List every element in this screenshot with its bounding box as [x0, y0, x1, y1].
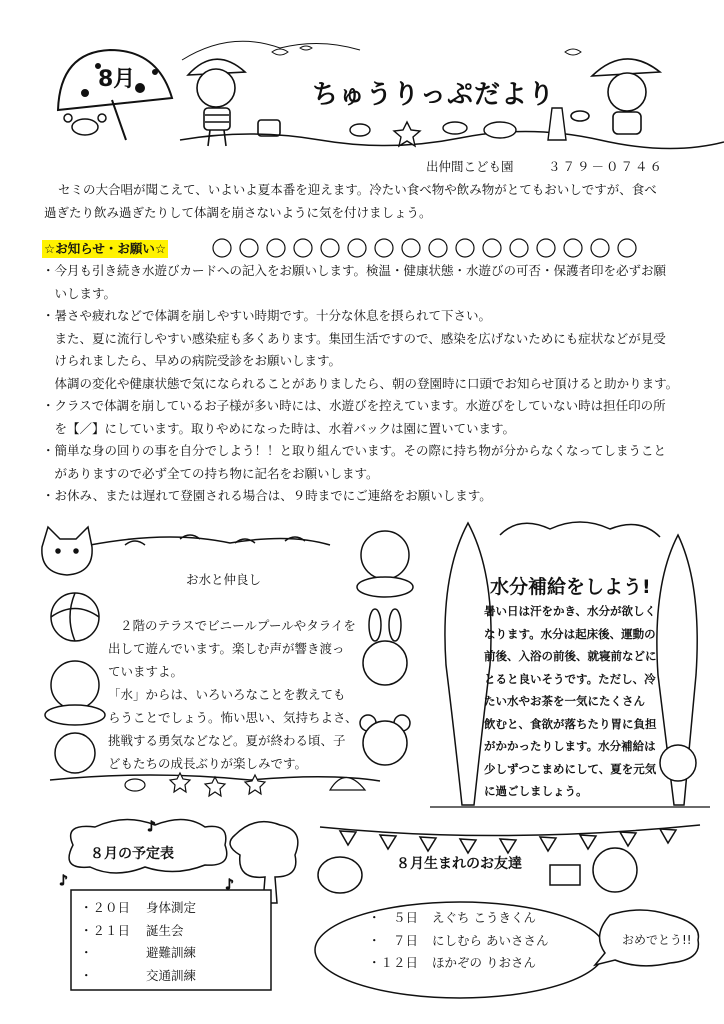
notice-heading: ☆お知らせ・お願い☆	[44, 241, 167, 256]
water-play-line: どもたちの成長ぶりが楽しみです。	[108, 756, 308, 771]
water-play-line: 出して遊んでいます。楽しむ声が響き渡っ	[108, 641, 345, 656]
decoration-icon	[510, 239, 528, 257]
crab-icon	[125, 779, 145, 791]
birthday-date: ・ ５日	[368, 910, 419, 925]
schedule-event: 誕生会	[146, 922, 184, 938]
schedule-item	[80, 942, 230, 965]
pig-icon	[357, 531, 413, 597]
bird-icon	[318, 857, 362, 893]
hydration-line: なります。水分は起床後、運動の	[484, 626, 656, 641]
music-note-icon: ♪	[59, 873, 68, 889]
notice-line: ・簡単な身の回りの事を自分でしよう！！と取り組んでいます。その際に持ち物が分からなくなってしまうこと	[42, 443, 667, 458]
music-note-icon: ♪	[225, 877, 234, 893]
birthday-bubble-text: おめでとう!!	[622, 933, 692, 947]
water-play-body	[108, 614, 358, 775]
birthday-date: ・ ７日	[368, 932, 419, 948]
birthday-name: にしむら あいささん	[432, 932, 549, 948]
hydration-line: 暑い日は汗をかき、水分が欲しく	[484, 604, 657, 618]
birthday-title: ８月生まれのお友達	[396, 856, 522, 872]
schedule-list	[80, 897, 230, 987]
hydration-line: たい水やお茶を一気にたくさん	[484, 694, 645, 708]
water-play-line: らうことでしょう。怖い思い、気持ちよさ、	[108, 710, 358, 725]
rock-icon	[330, 778, 365, 791]
fish-icon	[443, 122, 467, 134]
starfish-icon	[245, 775, 265, 794]
shell-icon	[350, 124, 370, 136]
decoration-icon	[375, 239, 393, 257]
beach-ball-icon	[51, 593, 99, 641]
schedule-event: 避難訓練	[146, 945, 197, 960]
notice-line: ・今月も引き続き水遊びカードへの記入をお願いします。検温・健康状態・水遊びの可否・保護者印を必ずお願	[42, 263, 667, 278]
decoration-icon	[537, 239, 555, 257]
decoration-icon	[240, 239, 258, 257]
turtle-icon	[484, 122, 516, 138]
hydration-line: がかかったりします。水分補給は	[484, 739, 656, 753]
birthday-list	[368, 907, 588, 975]
child-icon	[660, 745, 696, 781]
girl-icon	[571, 59, 660, 134]
birthday-item	[368, 952, 588, 975]
decoration-icon	[564, 239, 582, 257]
notice-line: また、夏に流行しやすい感染症も多くあります。集団生活ですので、感染を広げないためにも症状などが見受	[42, 330, 666, 346]
child-icon	[55, 733, 95, 773]
hydration-line: 少しずつこまめにして、夏を元気	[484, 761, 657, 776]
sandcastle-icon	[548, 108, 566, 140]
notice-list	[42, 260, 678, 508]
notice-line: を【／】にしています。取りやめになった時は、水着バックは園に置いています。	[42, 420, 516, 436]
month-badge: 8月	[98, 67, 136, 92]
intro-line: セミの大合唱が聞こえて、いよいよ夏本番を迎えます。冷たい食べ物や飲み物がとてもおいしですが、食べ	[58, 182, 657, 197]
schedule-item	[80, 920, 230, 943]
bunting	[320, 825, 700, 836]
birthday-name: ほかぞの りおさん	[432, 955, 536, 970]
bear-icon	[360, 715, 410, 765]
notice-line: ・お休み、または遅れて登園される場合は、９時までにご連絡をお願いします。	[42, 488, 492, 503]
schedule-item	[80, 965, 230, 988]
decoration-icon	[348, 239, 366, 257]
water-play-line: 「水」からは、いろいろなことを教えても	[108, 687, 346, 702]
notice-line: けられましたら、早めの病院受診をお願いします。	[42, 353, 342, 368]
decoration-strip	[212, 236, 652, 260]
decoration-icon	[213, 239, 231, 257]
notice-line: ・暑さや疲れなどで体調を崩しやすい時期です。十分な休息を摂られて下さい。	[42, 308, 492, 323]
school-name: 出仲間こども園	[426, 159, 514, 174]
water-play-line: 挑戦する勇気などなど。夏が終わる頃、子	[108, 733, 346, 748]
schedule-date: ・２１日	[80, 922, 131, 938]
octopus-icon	[593, 848, 637, 892]
schedule-title: ８月の予定表	[90, 846, 174, 862]
hydration-line: とると良いそうです。ただし、冷	[484, 671, 656, 686]
schedule-date: ・	[80, 967, 93, 983]
decoration-icon	[321, 239, 339, 257]
birthday-item	[368, 930, 588, 953]
notice-line: 体調の変化や健康状態で気になられることがありましたら、朝の登園時に口頭でお知らせ頂けると助かります。	[42, 375, 679, 391]
newsletter-title: ちゅうりっぷだより	[312, 80, 556, 110]
hydration-line: 飲むと、食欲が落ちたり胃に負担	[484, 716, 657, 731]
water-play-line: ていますよ。	[108, 664, 184, 679]
intro-line: 過ぎたり飲み過ぎたりして体調を崩さないように気を付けましょう。	[44, 204, 432, 220]
schedule-date: ・２０日	[80, 900, 131, 915]
starfish-icon	[205, 777, 225, 796]
birthday-item	[368, 907, 588, 930]
decoration-icon	[429, 239, 447, 257]
hydration-body	[484, 600, 657, 803]
decoration-icon	[483, 239, 501, 257]
music-note-icon: ♪	[147, 819, 156, 835]
decoration-icon	[456, 239, 474, 257]
hydration-title: 水分補給をしよう!	[490, 576, 651, 598]
intro-paragraph	[44, 179, 657, 224]
phone-number: ３７９－０７４６	[548, 159, 665, 174]
crab-icon	[64, 114, 106, 135]
notice-line: ・クラスで体調を崩しているお子様が多い時には、水遊びを控えています。水遊びをしていない時は担任印の所	[42, 398, 666, 413]
water-play-line: ２階のテラスでビニールプールやタライを	[120, 618, 356, 633]
schedule-date: ・	[80, 945, 93, 960]
cloud-icon	[500, 522, 660, 537]
birthday-date: ・１２日	[368, 955, 419, 970]
decoration-icon	[402, 239, 420, 257]
child-icon	[45, 661, 105, 725]
cake-icon	[550, 865, 580, 885]
decoration-icon	[294, 239, 312, 257]
schedule-item	[80, 897, 230, 920]
hydration-line: 前後、入浴の前後、就寝前などに	[484, 649, 657, 663]
starfish-icon	[394, 122, 420, 146]
bunny-icon	[363, 609, 407, 685]
schedule-event: 身体測定	[146, 900, 197, 915]
water-play-title: お水と仲良し	[186, 572, 262, 587]
birthday-name: えぐち こうきくん	[432, 910, 536, 925]
decoration-icon	[591, 239, 609, 257]
notice-line: いします。	[42, 285, 117, 301]
cat-icon	[42, 527, 92, 575]
boy-icon	[188, 59, 280, 146]
decoration-icon	[618, 239, 636, 257]
notice-line: がありますので必ず全ての持ち物に記名をお願いします。	[42, 465, 379, 481]
hydration-line: に過ごしましょう。	[484, 784, 588, 798]
decoration-icon	[267, 239, 285, 257]
schedule-event: 交通訓練	[146, 967, 197, 983]
